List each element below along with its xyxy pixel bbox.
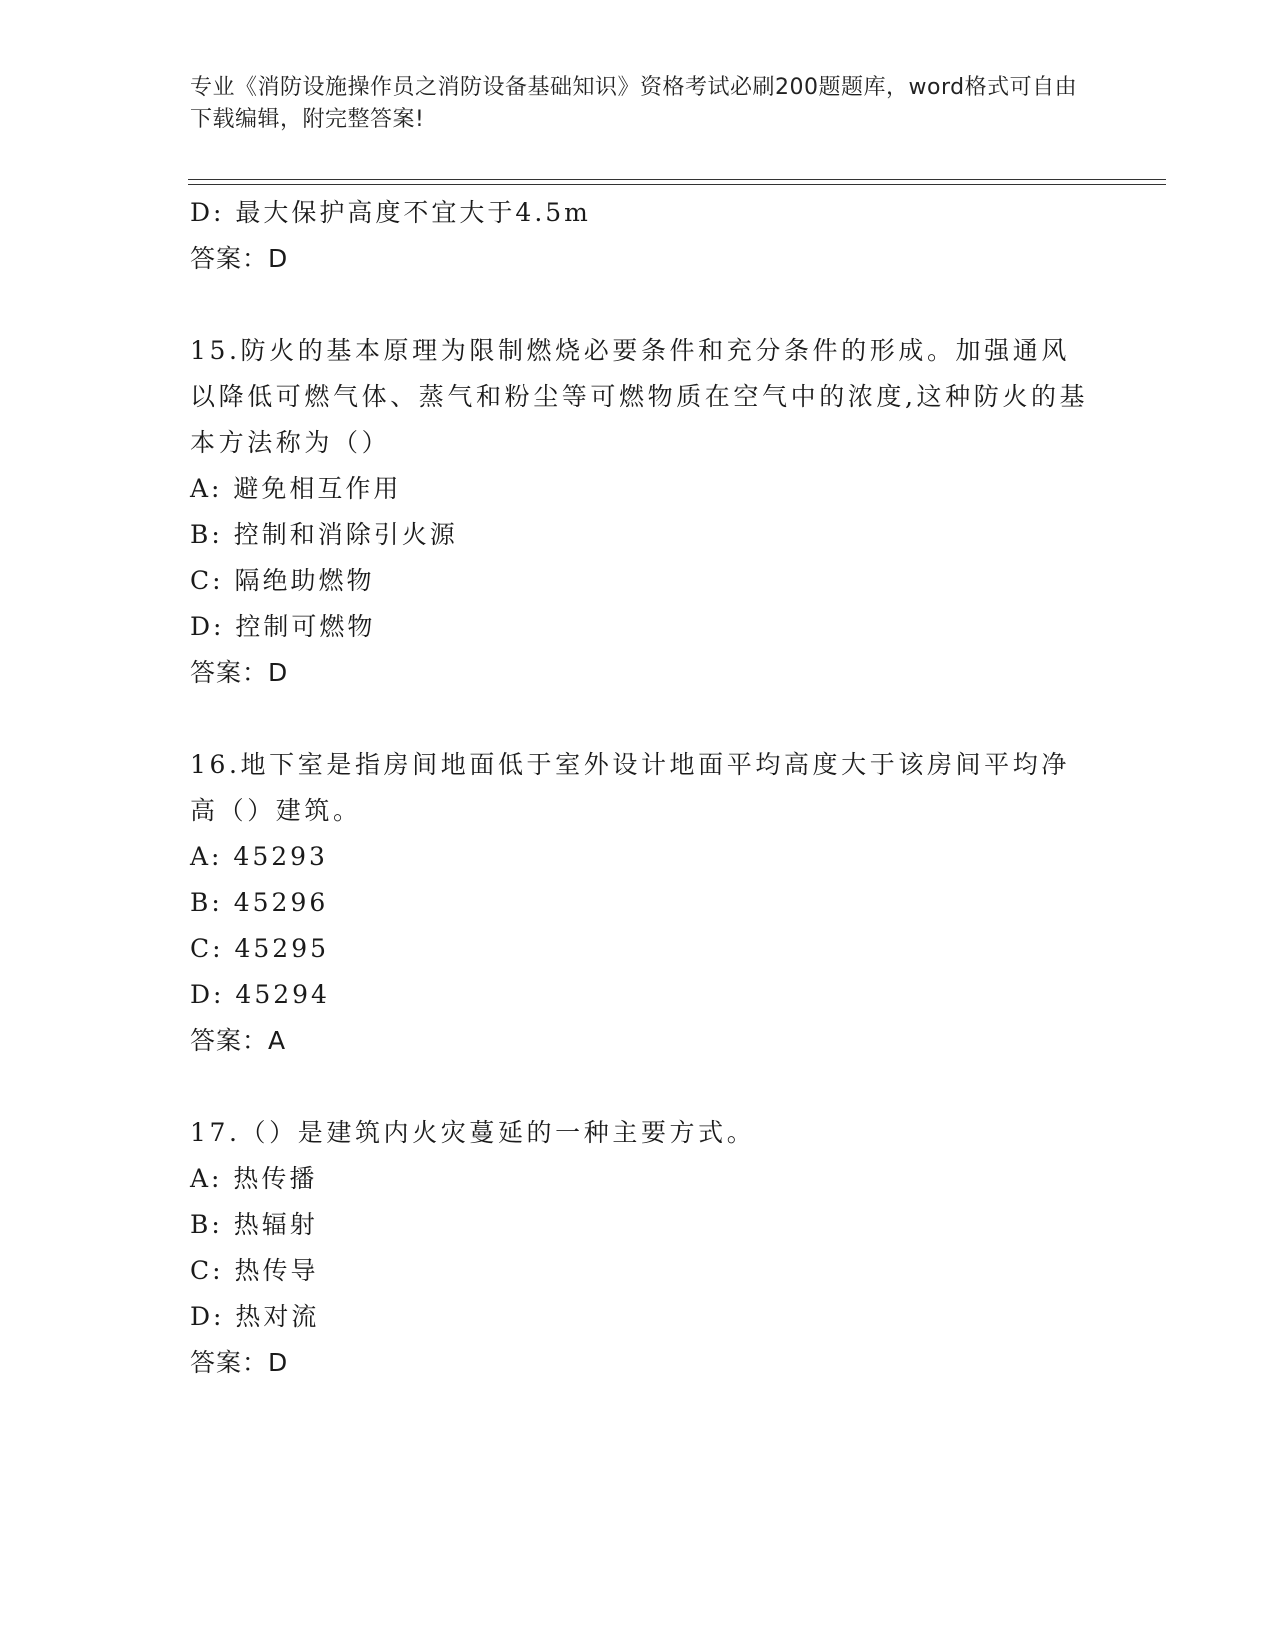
option-b: B: 控制和消除引火源 [190,520,458,549]
option-a: A: 避免相互作用 [190,474,402,503]
document-header: 专业《消防设施操作员之消防设备基础知识》资格考试必刷200题题库，word格式可自由下载编辑，附完整答案! [190,75,1078,132]
option-c: C: 热传导 [190,1256,319,1285]
carryover-answer: 答案：D [190,244,289,273]
question-stem: 15.防火的基本原理为限制燃烧必要条件和充分条件的形成。加强通风以降低可燃气体、蒸气和粉尘等可燃物质在空气中的浓度,这种防火的基本方法称为（） [190,336,1089,457]
question-17 [190,1110,1090,1386]
option-a: A: 45293 [190,842,328,871]
question-16 [190,742,1090,1064]
option-d: D: 控制可燃物 [190,612,376,641]
question-stem: 17.（）是建筑内火灾蔓延的一种主要方式。 [190,1118,756,1147]
option-b: B: 热辐射 [190,1210,318,1239]
answer: 答案：D [190,1348,289,1377]
question-stem: 16.地下室是指房间地面低于室外设计地面平均高度大于该房间平均净高（）建筑。 [190,750,1070,825]
answer: 答案：A [190,1026,287,1055]
option-b: B: 45296 [190,888,329,917]
header-rule-bottom [188,184,1166,185]
spacer [190,696,1090,742]
option-d: D: 45294 [190,980,330,1009]
option-d: D: 热对流 [190,1302,320,1331]
header-rule-top [188,179,1166,180]
spacer [190,282,1090,328]
question-15 [190,328,1090,696]
carryover-option-d: D: 最大保护高度不宜大于4.5m [190,198,591,227]
question-list [190,190,1090,1386]
option-c: C: 45295 [190,934,330,963]
option-a: A: 热传播 [190,1164,318,1193]
spacer [190,1064,1090,1110]
option-c: C: 隔绝助燃物 [190,566,375,595]
answer: 答案：D [190,658,289,687]
